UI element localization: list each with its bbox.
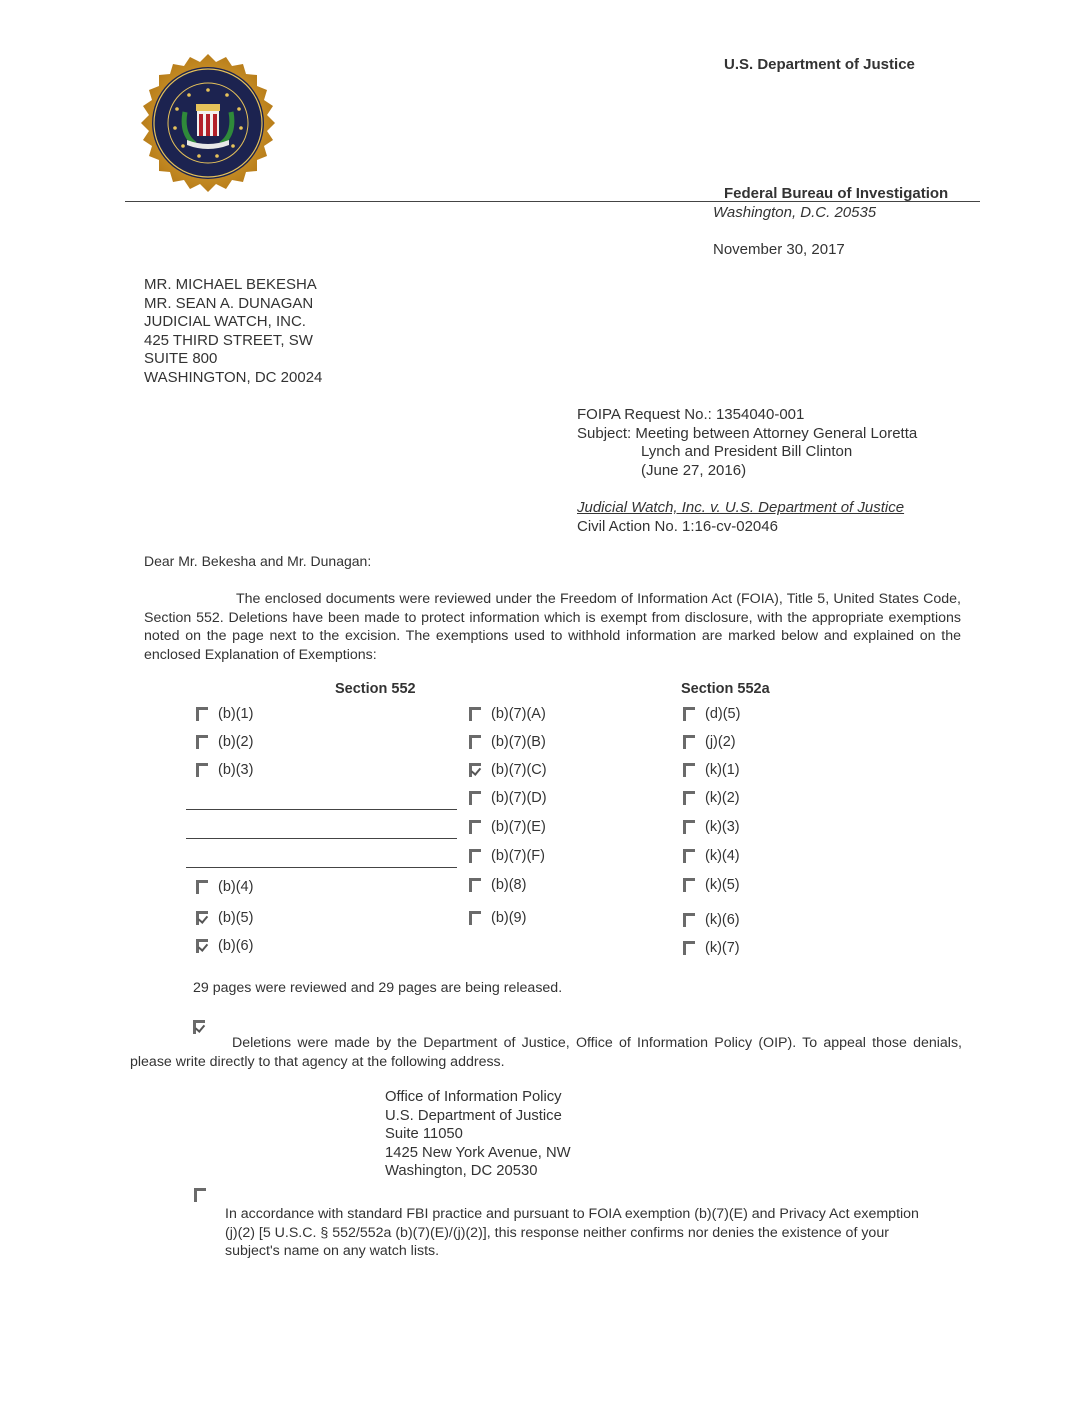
recipient-line: JUDICIAL WATCH, INC. <box>144 313 306 330</box>
recipient-line: MR. MICHAEL BEKESHA <box>144 276 317 293</box>
bureau-name: Federal Bureau of Investigation <box>724 185 949 202</box>
body-text: The enclosed documents were reviewed under the Freedom of Information Act (FOIA), Title 5, United States Code, Section 552. Deletions have been made to protect information which is exempt from disclosure, with the appropriate exemptions noted on the page next to the excision. The exemptions used to withhold information are marked below and explained on the enclosed Explanation of Exemptions: <box>144 591 961 663</box>
checkbox-icon[interactable] <box>196 707 208 721</box>
blank-exemption-line <box>186 838 457 839</box>
pages-statement: 29 pages were reviewed and 29 pages are being released. <box>193 980 563 996</box>
recipient-line: SUITE 800 <box>144 350 218 367</box>
oip-notice <box>130 1034 962 1071</box>
oip-address-line: Washington, DC 20530 <box>385 1163 538 1179</box>
exemption-k1[interactable]: (k)(1) <box>683 762 740 778</box>
checkbox-icon[interactable] <box>683 735 695 749</box>
checkbox-icon[interactable] <box>196 763 208 777</box>
exemption-k2[interactable]: (k)(2) <box>683 790 740 806</box>
exemption-b4[interactable]: (b)(4) <box>196 879 253 895</box>
checkbox-icon[interactable] <box>194 1188 206 1202</box>
checkbox-checked-icon[interactable] <box>193 1020 205 1034</box>
checkbox-icon[interactable] <box>683 849 695 863</box>
checkbox-icon[interactable] <box>196 880 208 894</box>
salutation: Dear Mr. Bekesha and Mr. Dunagan: <box>144 553 372 569</box>
watchlist-notice-text: In accordance with standard FBI practice and pursuant to FOIA exemption (b)(7)(E) and Privacy Act exemption (j)(2) [5 U.S.C. § 552/552a (b)(7)(E)/(j)(2)], this response neither confirms nor denies the existence of your subject's name on any watch lists. <box>225 1206 919 1260</box>
bureau-city: Washington, D.C. 20535 <box>713 204 877 221</box>
section-552a-heading: Section 552a <box>681 681 770 697</box>
exemption-b2[interactable]: (b)(2) <box>196 734 253 750</box>
checkbox-checked-icon[interactable] <box>196 911 208 925</box>
exemption-b7a[interactable]: (b)(7)(A) <box>469 706 546 722</box>
checkbox-checked-icon[interactable] <box>196 939 208 953</box>
watchlist-notice-checkbox[interactable] <box>194 1188 216 1207</box>
checkbox-icon[interactable] <box>469 878 481 892</box>
exemption-b7d[interactable]: (b)(7)(D) <box>469 790 547 806</box>
oip-notice-text: Deletions were made by the Department of Justice, Office of Information Policy (OIP). To appeal those denials, please write directly to that agency at the following address. <box>130 1035 962 1070</box>
exemption-j2[interactable]: (j)(2) <box>683 734 736 750</box>
checkbox-icon[interactable] <box>683 707 695 721</box>
exemption-b6[interactable]: (b)(6) <box>196 938 253 954</box>
checkbox-icon[interactable] <box>683 820 695 834</box>
exemption-b7c[interactable]: (b)(7)(C) <box>469 762 547 778</box>
checkbox-icon[interactable] <box>196 735 208 749</box>
checkbox-icon[interactable] <box>683 941 695 955</box>
recipient-address <box>144 276 322 387</box>
exemption-k4[interactable]: (k)(4) <box>683 848 740 864</box>
exemption-b7f[interactable]: (b)(7)(F) <box>469 848 545 864</box>
checkbox-icon[interactable] <box>469 791 481 805</box>
blank-exemption-line <box>186 809 457 810</box>
oip-address <box>385 1088 571 1181</box>
checkbox-icon[interactable] <box>683 791 695 805</box>
exemption-b7e[interactable]: (b)(7)(E) <box>469 819 546 835</box>
checkbox-icon[interactable] <box>683 913 695 927</box>
exemption-b5[interactable]: (b)(5) <box>196 910 253 926</box>
reference-block <box>577 406 917 480</box>
checkbox-icon[interactable] <box>469 707 481 721</box>
exemption-k6[interactable]: (k)(6) <box>683 912 740 928</box>
subject-line: Subject: Meeting between Attorney General Loretta <box>577 424 918 442</box>
exemption-b1[interactable]: (b)(1) <box>196 706 253 722</box>
exemption-b9[interactable]: (b)(9) <box>469 910 526 926</box>
exemption-d5[interactable]: (d)(5) <box>683 706 740 722</box>
oip-address-line: U.S. Department of Justice <box>385 1107 562 1124</box>
exemption-b3[interactable]: (b)(3) <box>196 762 253 778</box>
body-paragraph <box>144 590 961 664</box>
checkbox-icon[interactable] <box>683 763 695 777</box>
blank-exemption-line <box>186 867 457 868</box>
recipient-line: 425 THIRD STREET, SW <box>144 331 313 349</box>
department-title: U.S. Department of Justice <box>724 56 915 73</box>
letter-date: November 30, 2017 <box>713 241 845 258</box>
case-block <box>577 498 904 536</box>
section-552-heading: Section 552 <box>335 681 416 697</box>
exemption-k5[interactable]: (k)(5) <box>683 877 740 893</box>
recipient-line: MR. SEAN A. DUNAGAN <box>144 294 314 312</box>
civil-action-number: Civil Action No. 1:16-cv-02046 <box>577 518 778 535</box>
checkbox-icon[interactable] <box>469 820 481 834</box>
checkbox-checked-icon[interactable] <box>469 763 481 777</box>
subject-date: (June 27, 2016) <box>641 461 747 479</box>
oip-address-line: Office of Information Policy <box>385 1089 562 1105</box>
subject-continuation: Lynch and President Bill Clinton <box>641 443 853 460</box>
checkbox-icon[interactable] <box>469 735 481 749</box>
exemption-k7[interactable]: (k)(7) <box>683 940 740 956</box>
oip-address-line: Suite 11050 <box>385 1126 463 1142</box>
checkbox-icon[interactable] <box>683 878 695 892</box>
exemption-b7b[interactable]: (b)(7)(B) <box>469 734 546 750</box>
recipient-line: WASHINGTON, DC 20024 <box>144 368 323 386</box>
fbi-seal-icon <box>137 52 279 194</box>
case-caption: Judicial Watch, Inc. v. U.S. Department of Justice <box>577 499 905 516</box>
request-number: FOIPA Request No.: 1354040-001 <box>577 406 805 423</box>
exemption-k3[interactable]: (k)(3) <box>683 819 740 835</box>
checkbox-icon[interactable] <box>469 911 481 925</box>
exemption-b8[interactable]: (b)(8) <box>469 877 526 893</box>
oip-address-line: 1425 New York Avenue, NW <box>385 1144 571 1161</box>
checkbox-icon[interactable] <box>469 849 481 863</box>
